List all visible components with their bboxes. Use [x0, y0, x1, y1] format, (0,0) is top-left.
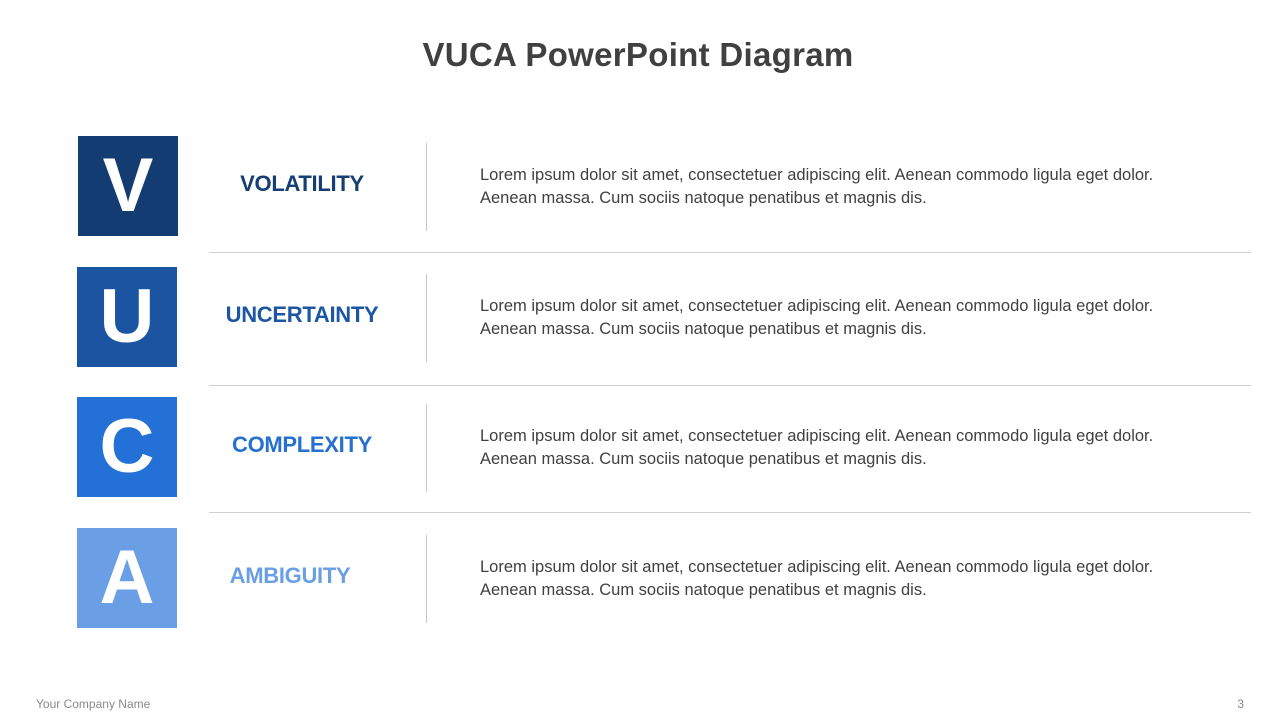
description-text: Lorem ipsum dolor sit amet, consectetuer adipiscing elit. Aenean commodo ligula eget dolor. Aenean massa. Cum sociis natoque penatibus et magnis dis.: [480, 166, 1154, 207]
term-label-complexity: COMPLEXITY: [231, 432, 372, 457]
vuca-row-complexity: [0, 392, 1280, 523]
letter-box-c: C: [77, 397, 177, 497]
description-text: Lorem ipsum dolor sit amet, consectetuer adipiscing elit. Aenean commodo ligula eget dolor. Aenean massa. Cum sociis natoque penatibus et magnis dis.: [480, 297, 1154, 338]
vuca-row-uncertainty: [0, 262, 1280, 393]
row-divider: [209, 252, 1251, 253]
letter-box-u: U: [77, 267, 177, 367]
row-divider: [209, 512, 1251, 513]
letter-box-a: A: [77, 528, 177, 628]
row-divider: [209, 385, 1251, 386]
term-label-volatility: VOLATILITY: [240, 171, 364, 196]
vertical-divider: [426, 143, 427, 231]
term-label-ambiguity: AMBIGUITY: [229, 563, 351, 588]
vertical-divider: [426, 535, 427, 623]
footer-company-name: Your Company Name: [36, 697, 151, 711]
description-text: Lorem ipsum dolor sit amet, consectetuer adipiscing elit. Aenean commodo ligula eget dolor. Aenean massa. Cum sociis natoque penatibus et magnis dis.: [480, 558, 1154, 599]
vertical-divider: [426, 274, 427, 362]
vuca-row-volatility: [0, 131, 1280, 262]
slide-title: VUCA PowerPoint Diagram: [422, 36, 854, 73]
term-label-uncertainty: UNCERTAINTY: [225, 302, 379, 327]
description-text: Lorem ipsum dolor sit amet, consectetuer adipiscing elit. Aenean commodo ligula eget dolor. Aenean massa. Cum sociis natoque penatibus et magnis dis.: [480, 427, 1154, 468]
footer-page-number: 3: [1237, 697, 1244, 711]
vertical-divider: [426, 404, 427, 492]
vuca-row-ambiguity: [0, 523, 1280, 654]
letter-box-v: V: [78, 136, 178, 236]
